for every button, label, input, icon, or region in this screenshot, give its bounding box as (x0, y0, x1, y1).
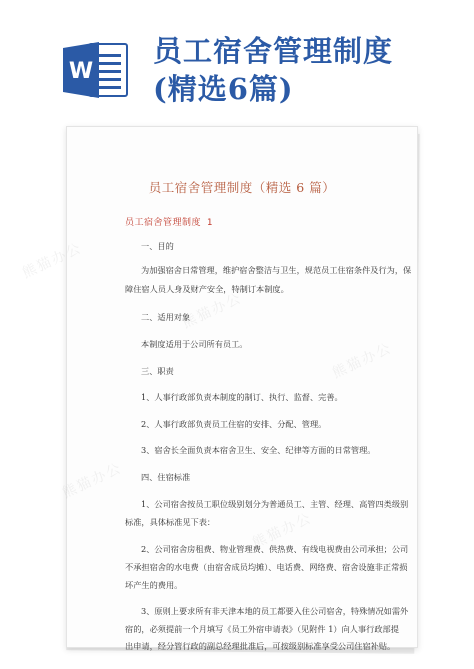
paragraph: 1、公司宿舍按员工职位级别划分为普通员工、主管、经理、高管四类级别 (141, 499, 409, 509)
page-title-line-1: 员工宿舍管理制度 (153, 34, 394, 68)
paragraph: 一、目的 (141, 241, 174, 251)
paragraph: 二、适用对象 (141, 312, 191, 322)
paragraph: 为加强宿舍日常管理，维护宿舍整洁与卫生，规范员工住宿条件及行为，保 (141, 265, 412, 275)
page-title (153, 32, 393, 108)
section-heading: 员工宿舍管理制度 1 (125, 218, 213, 228)
paragraph: 标准，具体标准见下表： (125, 517, 216, 527)
paragraph: 1、人事行政部负责本制度的制订、执行、监督、完善。 (141, 392, 343, 402)
paragraph: 宿的，必须提前一个月填写《员工外宿申请表》（见附件 1）向人事行政部提 (125, 624, 399, 634)
word-icon-letter: W (68, 59, 94, 84)
paragraph: 三、职责 (141, 366, 174, 376)
page-title-line-2: (精选6篇) (153, 72, 294, 106)
word-document-icon (63, 40, 129, 100)
paragraph: 2、公司宿舍房租费、物业管理费、供热费、有线电视费由公司承担；公司 (141, 544, 409, 554)
paragraph: 2、人事行政部负责员工住宿的安排、分配、管理。 (141, 419, 327, 429)
paragraph: 3、原则上要求所有非天津本地的员工都要入住公司宿舍，特殊情况如需外 (141, 606, 409, 616)
paragraph: 不承担宿舍的水电费（由宿舍成员均摊）、电话费、网络费、宿舍设施非正常损 (125, 562, 408, 572)
paragraph: 3、宿舍长全面负责本宿舍卫生、安全、纪律等方面的日常管理。 (141, 445, 376, 455)
paragraph: 障住宿人员人身及财产安全，特制订本制度。 (125, 284, 289, 294)
paragraph: 四、住宿标准 (141, 472, 191, 482)
document-preview[interactable] (66, 126, 416, 651)
document-page (66, 126, 418, 651)
paragraph: 本制度适用于公司所有员工。 (141, 339, 248, 349)
document-title: 员工宿舍管理制度（精选 6 篇） (148, 180, 336, 195)
watermark-text: 熊猫办公 (20, 240, 85, 282)
paragraph: 出申请，经分管行政的副总经理批准后，可按级别标准享受公司住宿补贴。 (125, 641, 396, 651)
paragraph: 坏产生的费用。 (125, 580, 183, 590)
header (0, 0, 474, 110)
